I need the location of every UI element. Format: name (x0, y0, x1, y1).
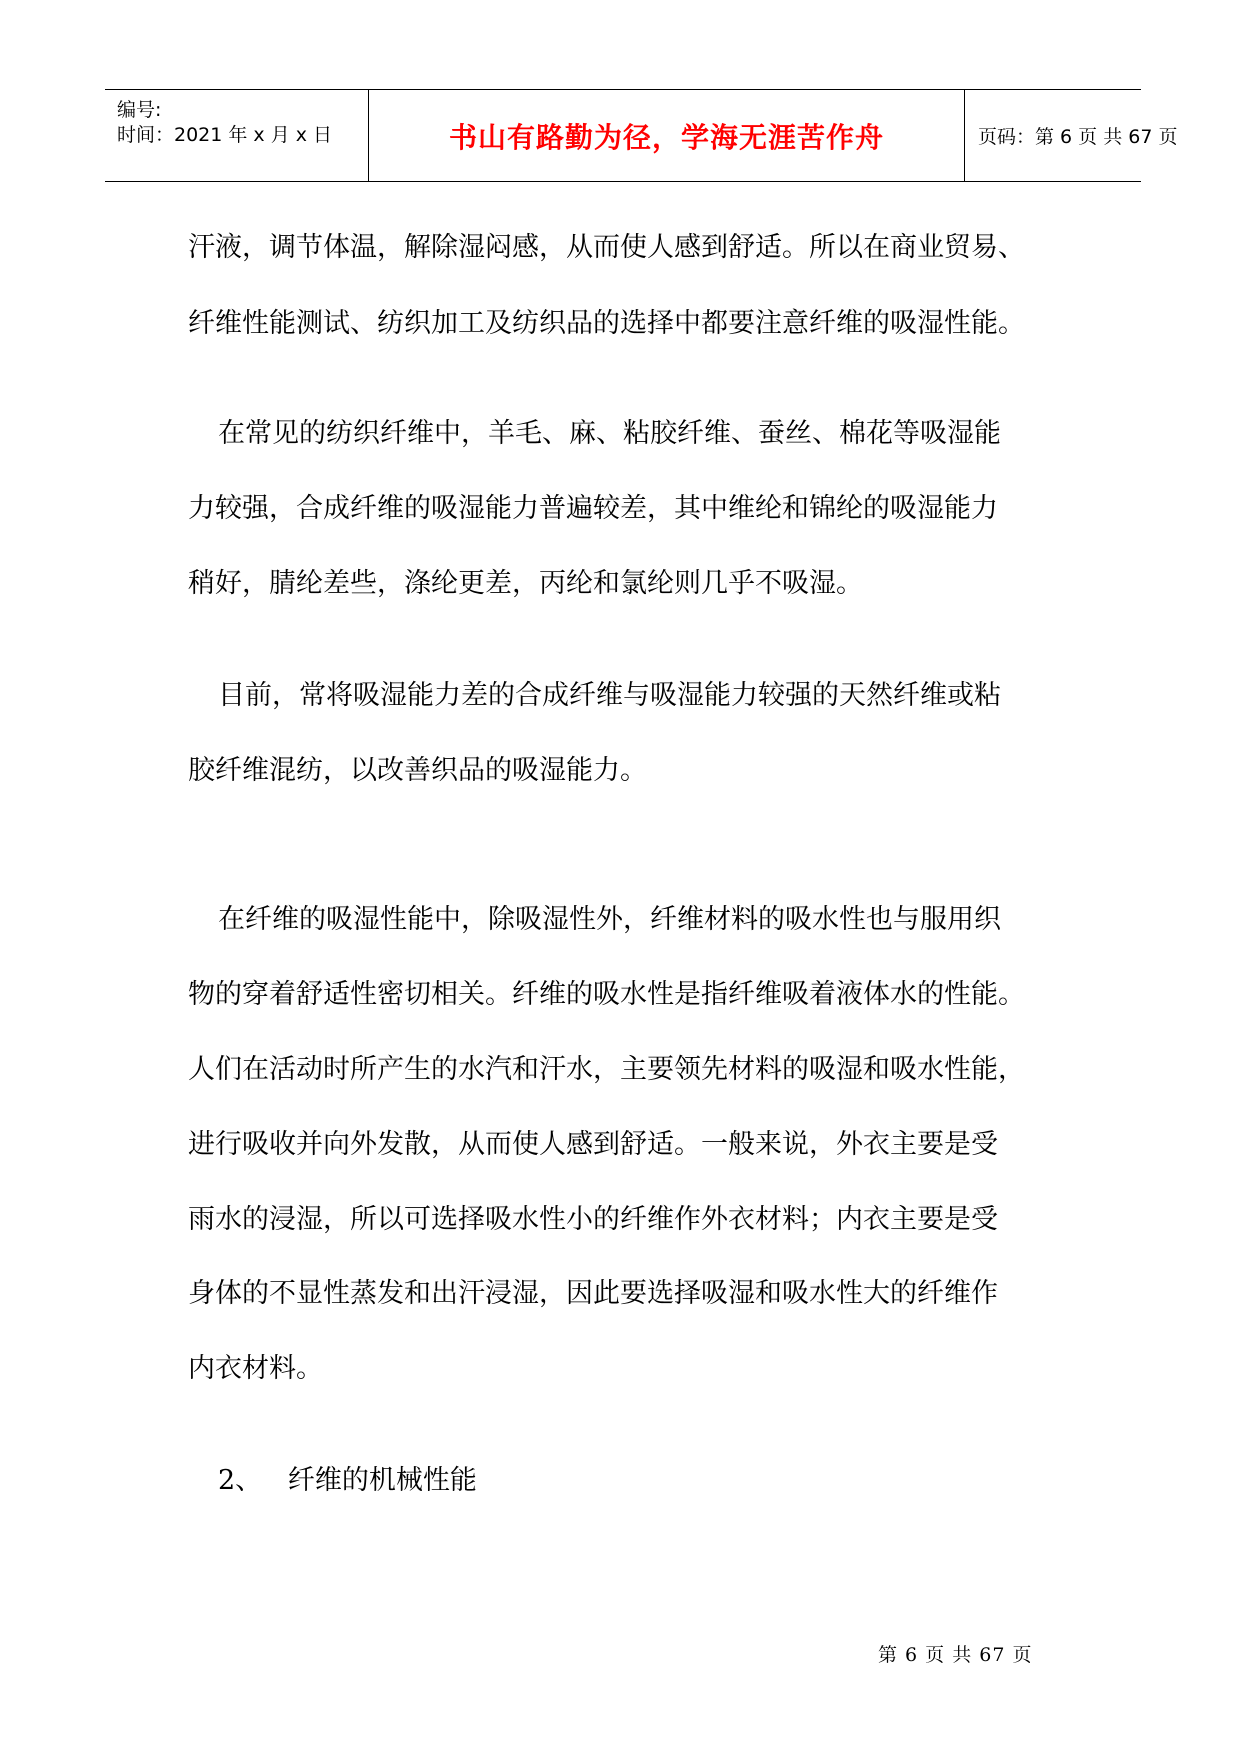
header-page-code: 页码：第 6 页 共 67 页 (978, 126, 1178, 148)
header-motto-cell (369, 90, 965, 181)
header-page-code-cell (965, 90, 1178, 181)
paragraph-line: 进行吸收并向外发散，从而使人感到舒适。一般来说，外衣主要是受 (188, 1129, 998, 1160)
header-table (105, 89, 1178, 182)
document-number-label: 编号: (117, 99, 162, 121)
paragraph-line: 力较强，合成纤维的吸湿能力普遍较差，其中维纶和锦纶的吸湿能力 (188, 493, 998, 524)
section-heading: 2、 纤维的机械性能 (218, 1465, 477, 1496)
paragraph-line: 在纤维的吸湿性能中，除吸湿性外，纤维材料的吸水性也与服用织 (218, 904, 1001, 935)
paragraph-line: 身体的不显性蒸发和出汗浸湿，因此要选择吸湿和吸水性大的纤维作 (188, 1278, 998, 1309)
paragraph-line: 内衣材料。 (188, 1353, 323, 1384)
paragraph-line: 纤维性能测试、纺织加工及纺织品的选择中都要注意纤维的吸湿性能。 (188, 308, 1025, 339)
paragraph-line: 目前，常将吸湿能力差的合成纤维与吸湿能力较强的天然纤维或粘 (218, 680, 1001, 711)
header-meta-cell (105, 90, 369, 181)
paragraph-line: 胶纤维混纺，以改善织品的吸湿能力。 (188, 755, 647, 786)
paragraph-line: 稍好，腈纶差些，涤纶更差，丙纶和氯纶则几乎不吸湿。 (188, 568, 863, 599)
page-footer: 第 6 页 共 67 页 (878, 1644, 1033, 1666)
paragraph-line: 人们在活动时所产生的水汽和汗水，主要领先材料的吸湿和吸水性能， (188, 1054, 1025, 1085)
paragraph-line: 汗液，调节体温，解除湿闷感，从而使人感到舒适。所以在商业贸易、 (188, 232, 1025, 263)
header-motto: 书山有路勤为径，学海无涯苦作舟 (448, 120, 884, 154)
paragraph-line: 物的穿着舒适性密切相关。纤维的吸水性是指纤维吸着液体水的性能。 (188, 979, 1025, 1010)
document-time-label: 时间：2021 年 x 月 x 日 (117, 124, 333, 146)
paragraph-line: 在常见的纺织纤维中，羊毛、麻、粘胶纤维、蚕丝、棉花等吸湿能 (218, 418, 1001, 449)
paragraph-line: 雨水的浸湿，所以可选择吸水性小的纤维作外衣材料；内衣主要是受 (188, 1204, 998, 1235)
